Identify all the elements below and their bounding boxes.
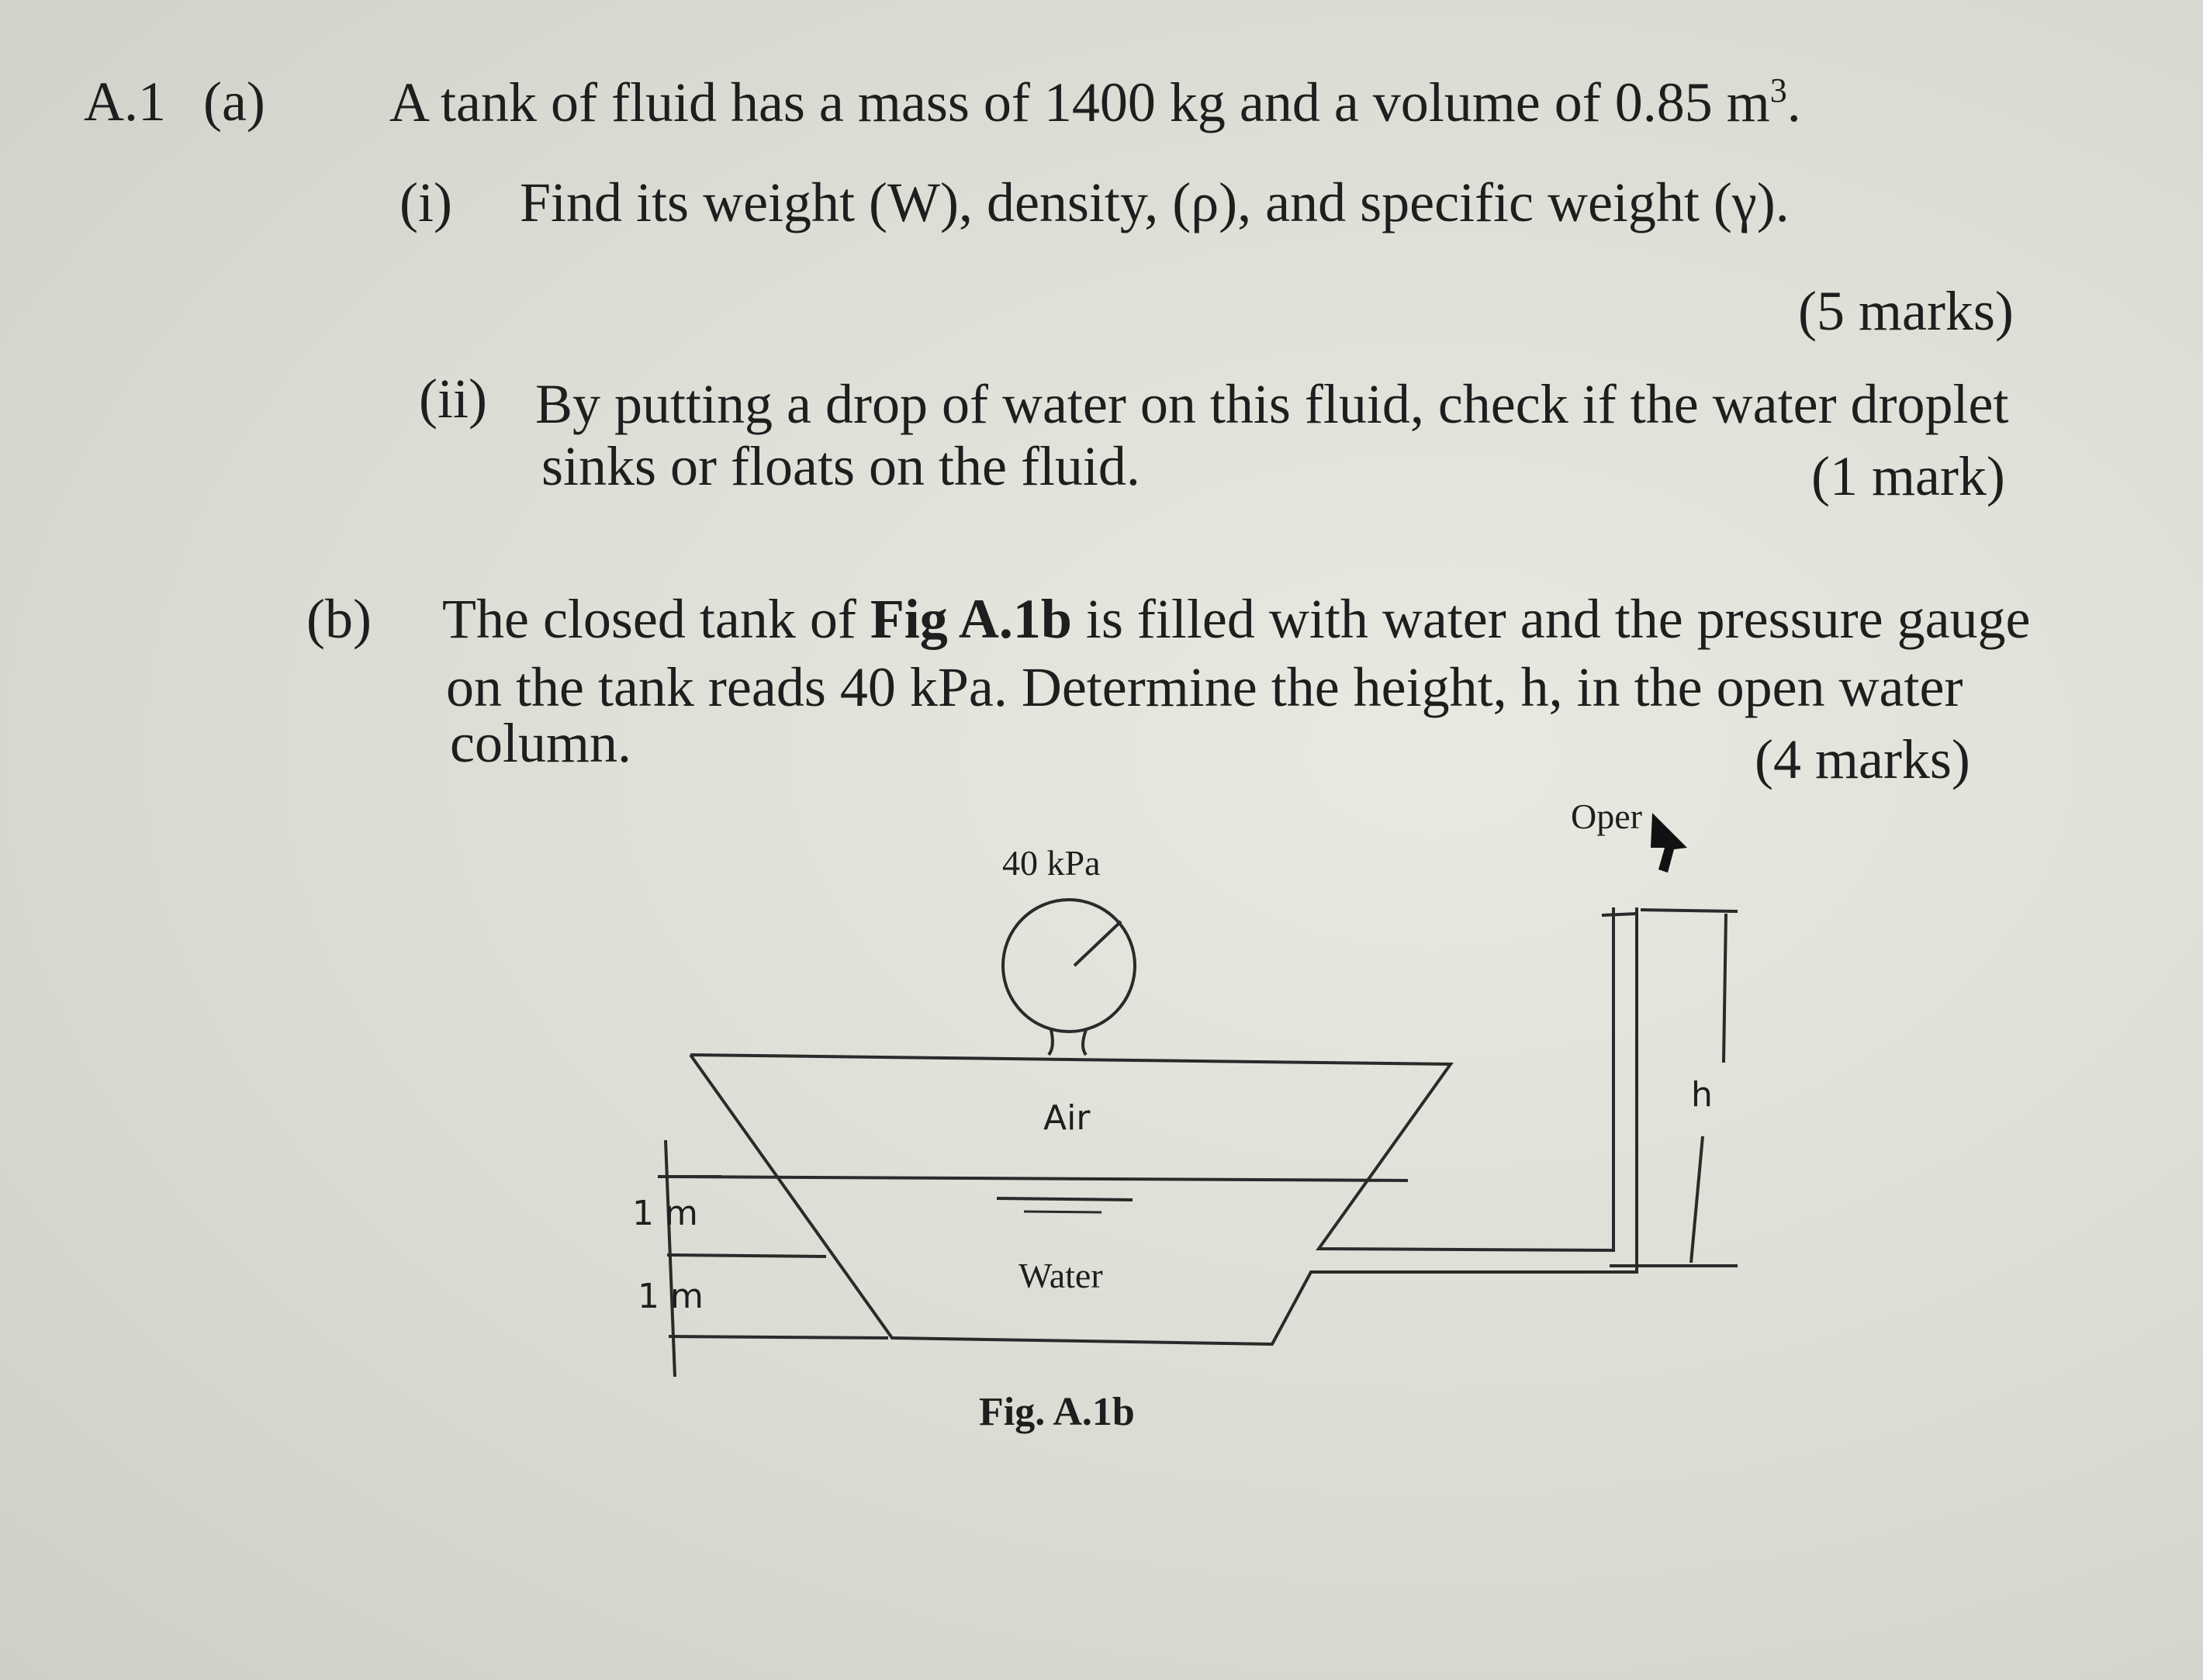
h-label: h — [1691, 1075, 1713, 1115]
part-a-superscript: 3 — [1769, 71, 1787, 109]
dim-extension-middle — [667, 1255, 826, 1257]
figure-caption: Fig. A.1b — [979, 1390, 1135, 1434]
part-b-marks: (4 marks) — [1755, 728, 1970, 790]
cursor-arrow — [1651, 813, 1687, 873]
part-a-end: . — [1786, 71, 1801, 133]
air-label: Air — [1043, 1098, 1091, 1138]
sub-i-label: (i) — [399, 171, 452, 233]
dimension-upper-label: 1 m — [632, 1194, 698, 1233]
sub-ii-marks: (1 mark) — [1811, 445, 2005, 507]
water-surface-line — [663, 1177, 1408, 1180]
gauge-needle — [1074, 921, 1121, 966]
gauge-stem — [1049, 1030, 1086, 1055]
part-b-label: (b) — [306, 588, 372, 650]
sub-i-marks: (5 marks) — [1798, 280, 2014, 342]
sub-ii-label: (ii) — [419, 368, 487, 430]
sub-ii-line1: By putting a drop of water on this fluid, check if the water droplet — [535, 373, 2009, 435]
figure-reference: Fig A.1b — [870, 588, 1072, 650]
dim-extension-bottom — [669, 1336, 888, 1338]
h-top-extension — [1641, 910, 1738, 911]
dimension-lower-label: 1 m — [638, 1277, 704, 1316]
tube-water-level — [1602, 914, 1637, 915]
part-a-label: (a) — [203, 71, 265, 133]
tank-outline — [690, 907, 1637, 1344]
open-label: Oper — [1571, 797, 1642, 836]
sub-ii-line2: sinks or floats on the fluid. — [541, 435, 1140, 497]
part-b-line3: column. — [450, 712, 631, 774]
sub-i-text: Find its weight (W), density, (ρ), and specific weight (γ). — [520, 171, 1790, 233]
part-b-line2: on the tank reads 40 kPa. Determine the height, h, in the open water — [446, 656, 1963, 718]
part-b-line1-pre: The closed tank of — [442, 588, 870, 650]
h-dimension-line-upper — [1724, 914, 1726, 1063]
part-a-main-text: A tank of fluid has a mass of 1400 kg and a volume of 0.85 m — [389, 71, 1770, 133]
part-b-line1-post: is filled with water and the pressure gauge — [1071, 588, 2031, 650]
water-label: Water — [1018, 1256, 1103, 1295]
pressure-gauge — [1003, 900, 1135, 1032]
free-surface-mark — [997, 1198, 1133, 1200]
question-number: A.1 — [84, 71, 166, 133]
gauge-reading-label: 40 kPa — [1002, 843, 1101, 883]
h-dimension-line-lower — [1691, 1136, 1703, 1263]
